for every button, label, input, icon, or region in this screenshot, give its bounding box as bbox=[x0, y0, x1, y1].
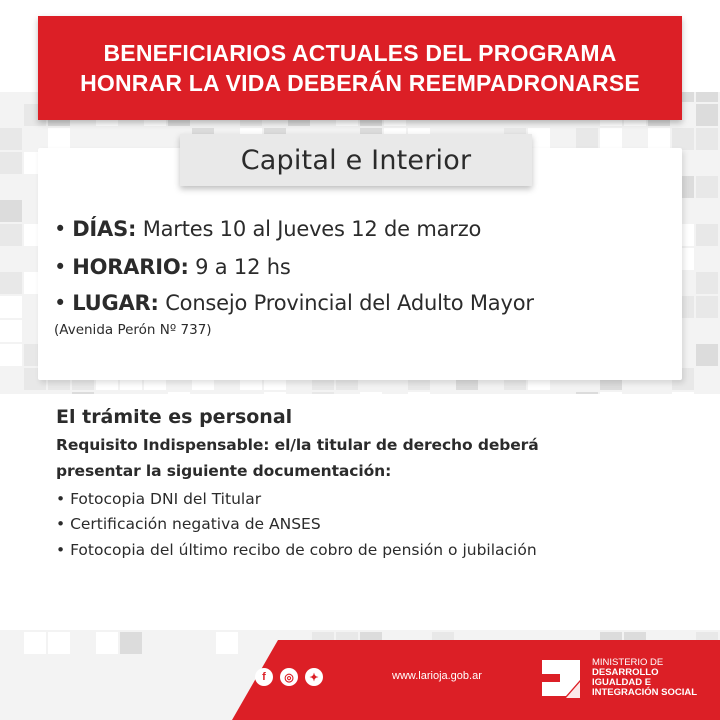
mosaic-tile bbox=[696, 224, 718, 246]
mosaic-tile bbox=[600, 128, 622, 150]
header-title-line-2: HONRAR LA VIDA DEBERÁN REEMPADRONARSE bbox=[80, 70, 640, 96]
bullet: • bbox=[54, 291, 67, 315]
requirements-title: El trámite es personal bbox=[56, 406, 293, 428]
mosaic-tile bbox=[0, 296, 22, 318]
mosaic-tile bbox=[0, 224, 22, 246]
ministry-line-3: IGUALDAD E bbox=[592, 677, 652, 688]
ministry-name bbox=[592, 658, 697, 698]
twitter-icon[interactable]: ✦ bbox=[305, 668, 323, 686]
mosaic-tile bbox=[648, 128, 670, 150]
ministry-line-2: DESARROLLO bbox=[592, 667, 659, 678]
mosaic-tile bbox=[48, 128, 70, 150]
document-item-dni: • Fotocopia DNI del Titular bbox=[56, 490, 262, 508]
mosaic-tile bbox=[696, 104, 718, 126]
document-item-receipt: • Fotocopia del último recibo de cobro de pensión o jubilación bbox=[56, 541, 537, 559]
mosaic-tile bbox=[0, 272, 22, 294]
ministry-line-1: MINISTERIO DE bbox=[592, 657, 664, 668]
header-banner bbox=[38, 16, 682, 120]
mosaic-tile bbox=[696, 176, 718, 198]
mosaic-tile bbox=[696, 128, 718, 150]
requirements-panel bbox=[0, 394, 720, 630]
hours-value: 9 a 12 hs bbox=[188, 255, 291, 279]
place-label: LUGAR: bbox=[72, 291, 159, 315]
requirement-line-2: presentar la siguiente documentación: bbox=[56, 462, 392, 480]
mosaic-tile bbox=[0, 320, 22, 342]
place-value: Consejo Provincial del Adulto Mayor bbox=[158, 291, 534, 315]
subtitle-box bbox=[180, 134, 532, 186]
days-row bbox=[54, 217, 481, 241]
facebook-icon[interactable]: f bbox=[255, 668, 273, 686]
bullet: • bbox=[54, 255, 67, 279]
address: (Avenida Perón Nº 737) bbox=[54, 322, 212, 338]
mosaic-tile bbox=[0, 200, 22, 222]
requirement-line-1: Requisito Indispensable: el/la titular de derecho deberá bbox=[56, 436, 539, 454]
document-item-anses: • Certificación negativa de ANSES bbox=[56, 515, 321, 533]
mosaic-tile bbox=[0, 128, 22, 150]
bullet: • bbox=[54, 217, 67, 241]
mosaic-tile bbox=[696, 272, 718, 294]
header-title-line-1: BENEFICIARIOS ACTUALES DEL PROGRAMA bbox=[103, 40, 617, 66]
hours-row bbox=[54, 255, 291, 279]
place-row bbox=[54, 291, 534, 315]
days-value: Martes 10 al Jueves 12 de marzo bbox=[136, 217, 482, 241]
mosaic-tile bbox=[696, 296, 718, 318]
subtitle: Capital e Interior bbox=[240, 144, 472, 176]
mosaic-tile bbox=[696, 344, 718, 366]
website-link[interactable]: www.larioja.gob.ar bbox=[392, 670, 482, 682]
mosaic-tile bbox=[0, 152, 22, 174]
hours-label: HORARIO: bbox=[72, 255, 189, 279]
instagram-icon[interactable]: ◎ bbox=[280, 668, 298, 686]
mosaic-tile bbox=[576, 128, 598, 150]
mosaic-tile bbox=[0, 344, 22, 366]
ministry-line-4: INTEGRACIÓN SOCIAL bbox=[592, 687, 698, 698]
ministry-logo-icon bbox=[540, 656, 584, 700]
mosaic-tile bbox=[672, 128, 694, 150]
days-label: DÍAS: bbox=[72, 217, 137, 241]
